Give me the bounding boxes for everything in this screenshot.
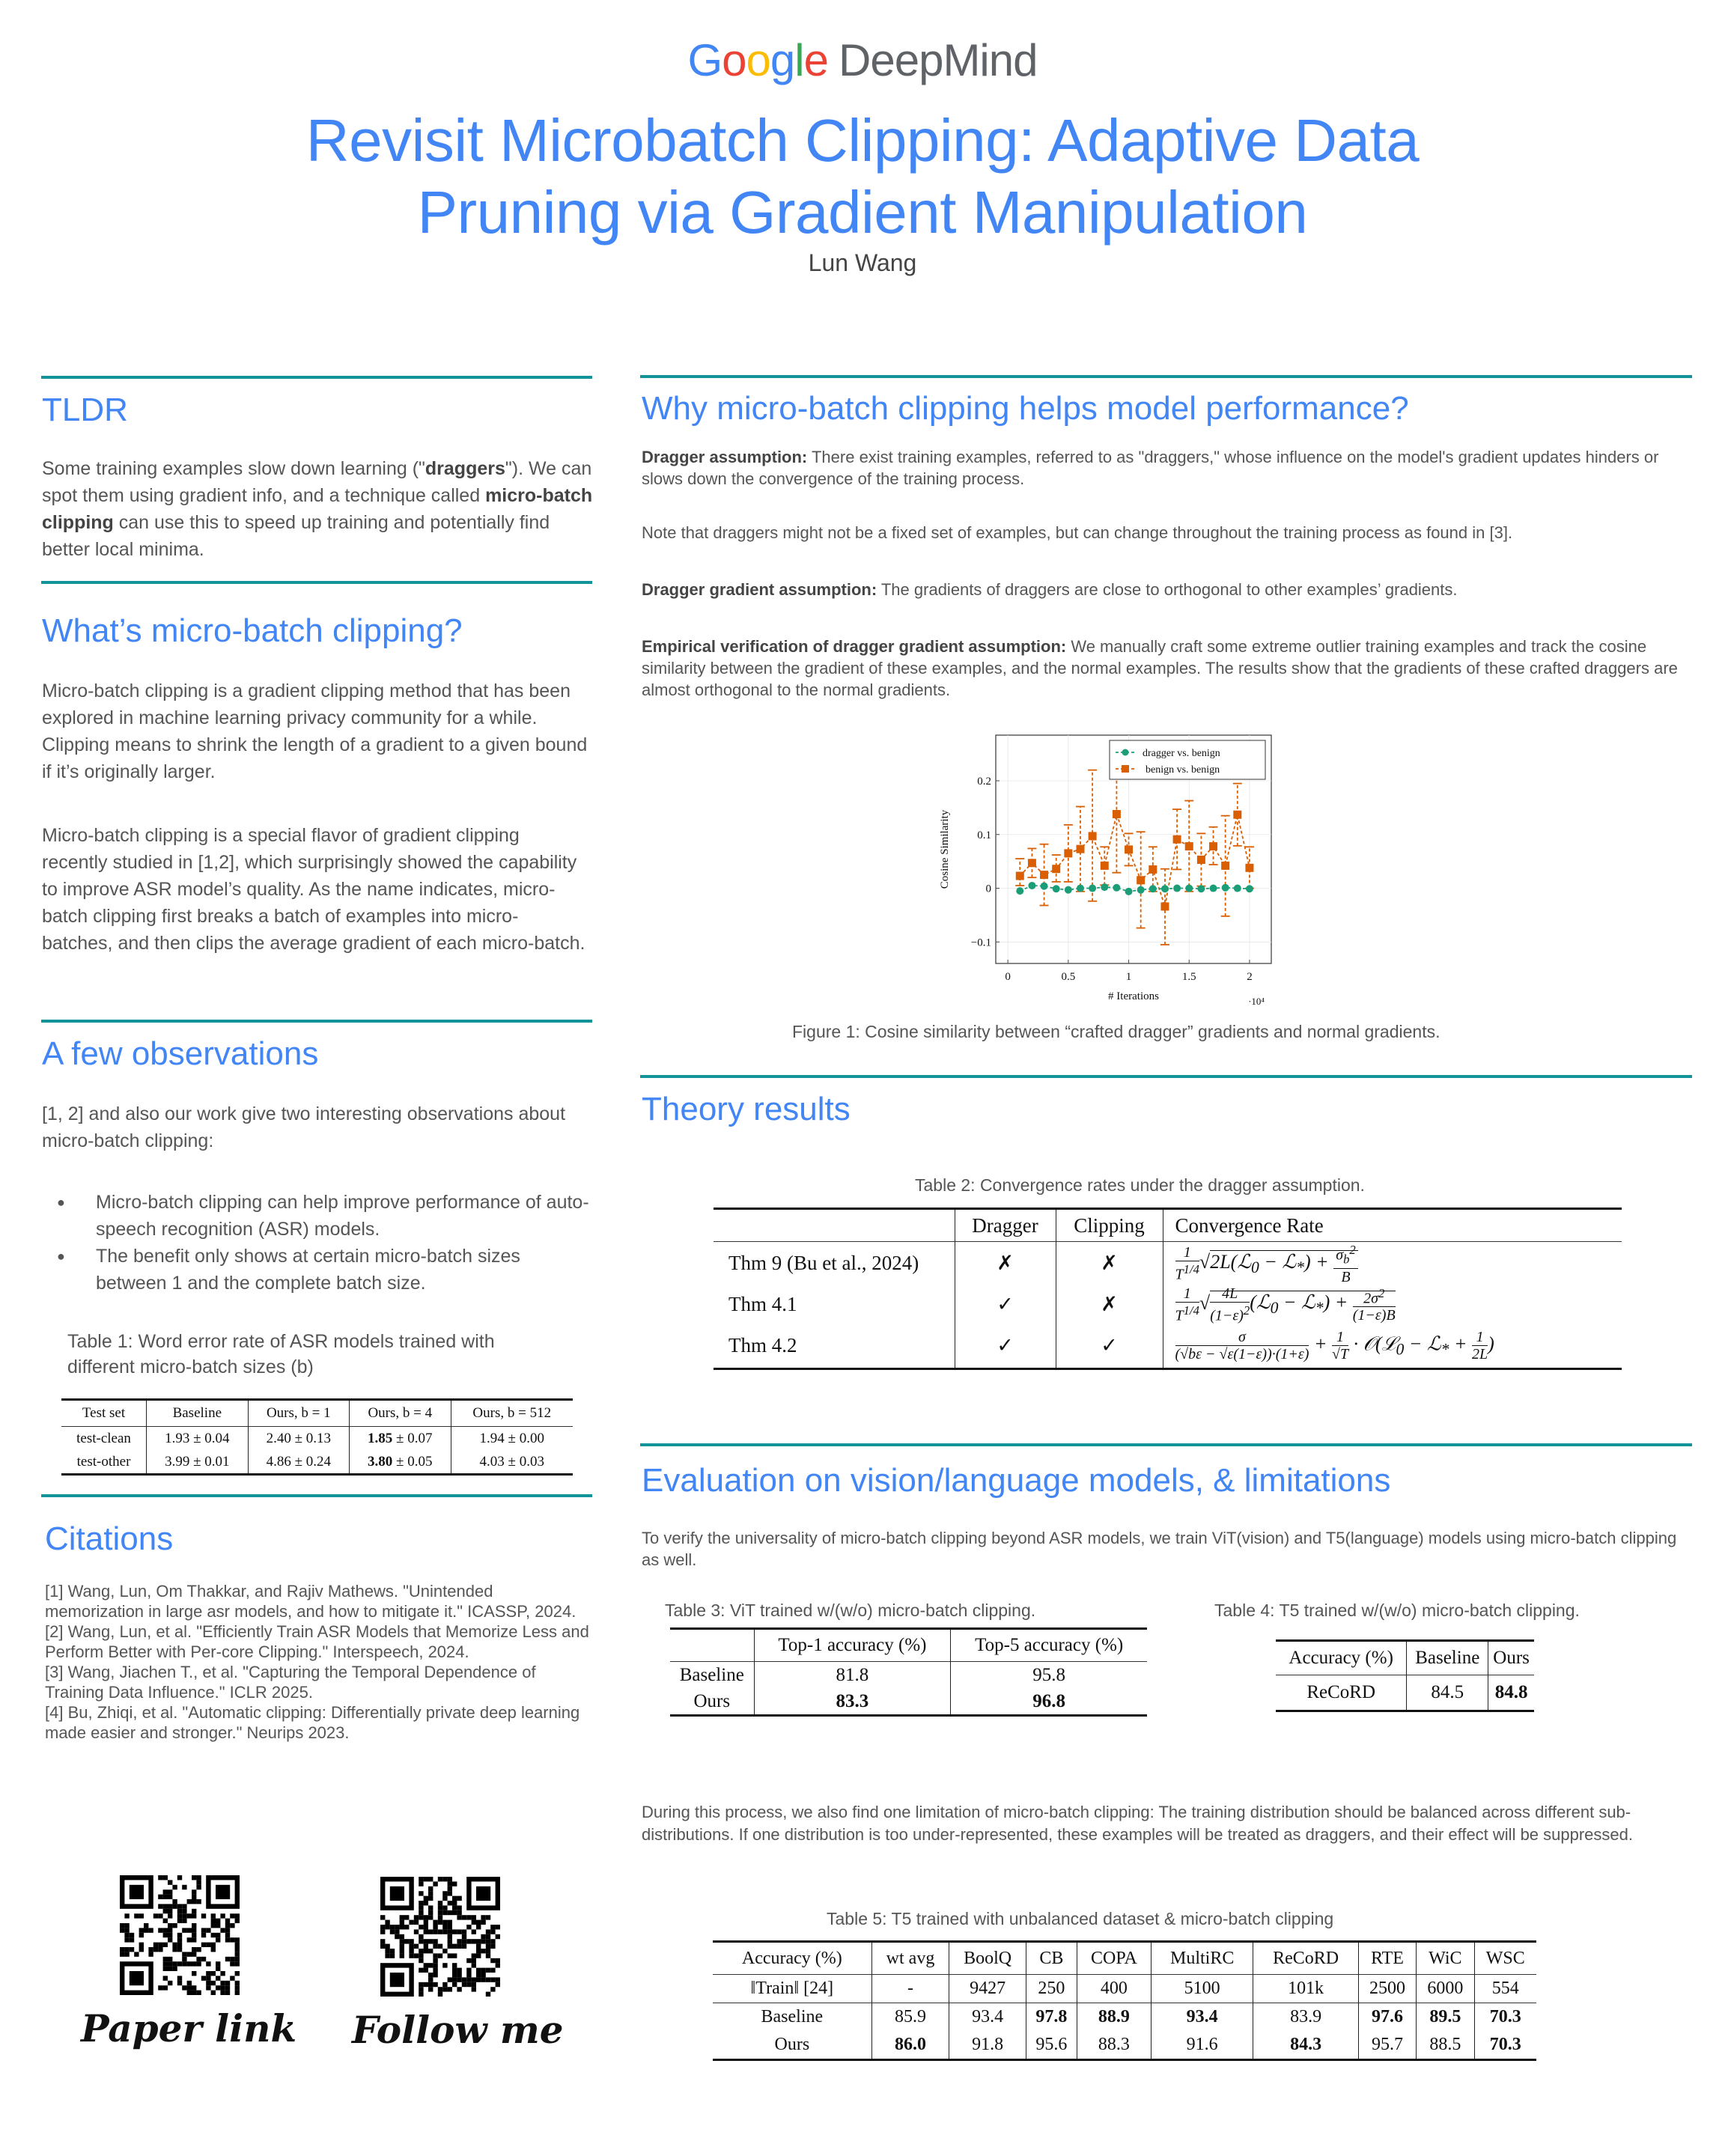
table-row: ‖Train‖ [24] - 9427 250 400 5100 101k 2500 6000 554 bbox=[713, 1975, 1536, 2003]
table-row: Thm 4.1 ✓ ✗ $\frac{1}{T^{1/4}}$ √ $\frac{4L}{(1-\varepsilon)^2}$ (ℒ$_0$ − ℒ$_*$) + $\frac{2\sigma^2}{(1-\varepsilon)B}$ bbox=[714, 1285, 1622, 1324]
draggers-note: Note that draggers might not be a fixed set of examples, but can change throughout the training process as found in [3]. bbox=[642, 523, 1513, 542]
dragger-vs-benign-point bbox=[1028, 882, 1035, 889]
table-row: Ours 83.3 96.8 bbox=[670, 1689, 1147, 1716]
dragger-vs-benign-point bbox=[1101, 883, 1108, 891]
dragger-vs-benign-point bbox=[1113, 884, 1120, 892]
dragger-vs-benign-point bbox=[1246, 885, 1253, 892]
logo-deepmind-text: DeepMind bbox=[839, 35, 1038, 85]
dragger-vs-benign-point bbox=[1185, 885, 1193, 892]
table-header: Ours, b = 512 bbox=[451, 1400, 573, 1427]
table3-caption: Table 3: ViT trained w/(w/o) micro-batch clipping. bbox=[665, 1601, 1036, 1620]
section-divider bbox=[640, 375, 1692, 378]
table-row: Thm 9 (Bu et al., 2024) ✗ ✗ $\frac{1}{T^{1/4}}$ √2L(ℒ$_0$ − ℒ$_*$) + $\frac{\sigma_b^2}{B}$ bbox=[714, 1242, 1622, 1285]
tldr-text: Some training examples slow down learning ("draggers"). We can spot them using gradient info, and a technique called micro-batch clipping can use this to speed up training and potentially find better local minima. bbox=[42, 458, 593, 560]
table-header: Top-5 accuracy (%) bbox=[951, 1629, 1147, 1662]
poster-title: Revisit Microbatch Clipping: Adaptive Data Pruning via Gradient Manipulation bbox=[305, 107, 1420, 246]
benign-vs-benign-point bbox=[1077, 845, 1084, 853]
legend-label: dragger vs. benign bbox=[1143, 748, 1220, 759]
dragger-vs-benign-point bbox=[1173, 885, 1181, 892]
benign-vs-benign-point bbox=[1041, 871, 1048, 879]
citation-item: [1] Wang, Lun, Om Thakkar, and Rajiv Mathews. "Unintended memorization in large asr models, and how to mitigate it." ICASSP, 2024. bbox=[45, 1582, 576, 1621]
table3-vit bbox=[670, 1627, 1147, 1717]
table2-caption: Table 2: Convergence rates under the dragger assumption. bbox=[915, 1175, 1365, 1195]
benign-vs-benign-point bbox=[1101, 862, 1108, 869]
why-heading: Why micro-batch clipping helps model performance? bbox=[642, 390, 1409, 427]
empirical-verification: Empirical verification of dragger gradient assumption: We manually craft some extreme outlier training examples and track the cosine similarity between the gradient of these examples, and the normal examples. The results show that the gradients of these crafted draggers are almost orthogonal to the normal gradients. bbox=[642, 637, 1678, 699]
section-divider bbox=[640, 1443, 1692, 1446]
benign-vs-benign-point bbox=[1053, 865, 1060, 873]
observations-list bbox=[42, 1189, 596, 1297]
table-header: Baseline bbox=[1407, 1641, 1488, 1675]
legend-marker-circle bbox=[1122, 749, 1129, 756]
table-header: Ours, b = 1 bbox=[248, 1400, 349, 1427]
section-divider bbox=[41, 1494, 592, 1497]
evaluation-heading: Evaluation on vision/language models, & limitations bbox=[642, 1462, 1391, 1499]
x-axis-multiplier: ·10⁴ bbox=[1248, 996, 1265, 1007]
figure1-caption: Figure 1: Cosine similarity between “crafted dragger” gradients and normal gradients. bbox=[792, 1022, 1440, 1041]
table-header: Accuracy (%) bbox=[1276, 1641, 1407, 1675]
table-header: Top-1 accuracy (%) bbox=[754, 1629, 951, 1662]
table-row: Ours 86.0 91.8 95.6 88.3 91.6 84.3 95.7 88.5 70.3 bbox=[713, 2032, 1536, 2060]
benign-vs-benign-point bbox=[1028, 859, 1035, 867]
observations-intro: [1, 2] and also our work give two interesting observations about micro-batch clipping: bbox=[42, 1103, 566, 1151]
tldr-heading: TLDR bbox=[42, 392, 128, 428]
table-header: Test set bbox=[61, 1400, 147, 1427]
table5-unbalanced bbox=[713, 1940, 1536, 2061]
convergence-formula: $\frac{1}{T^{1/4}}$ √2L(ℒ$_0$ − ℒ$_*$) + $\frac{\sigma_b^2}{B}$ bbox=[1163, 1242, 1622, 1285]
observations-heading: A few observations bbox=[42, 1035, 319, 1072]
section-divider bbox=[640, 1075, 1692, 1078]
table-row: Baseline 81.8 95.8 bbox=[670, 1662, 1147, 1689]
x-tick-label: 0 bbox=[1005, 971, 1011, 983]
table-header bbox=[714, 1209, 955, 1242]
citations-heading: Citations bbox=[45, 1520, 174, 1557]
benign-vs-benign-point bbox=[1089, 832, 1096, 840]
y-tick-label: 0.1 bbox=[977, 829, 991, 841]
legend-label: benign vs. benign bbox=[1146, 764, 1220, 776]
dragger-vs-benign-point bbox=[1041, 883, 1048, 890]
table-header-row: Accuracy (%) wt avg BoolQ CB COPA MultiRC ReCoRD RTE WiC WSC bbox=[713, 1942, 1536, 1975]
table4-caption: Table 4: T5 trained w/(w/o) micro-batch clipping. bbox=[1214, 1601, 1580, 1620]
table-header: Ours, b = 4 bbox=[350, 1400, 451, 1427]
table-row: test-clean 1.93 ± 0.04 2.40 ± 0.13 1.85 ± 0.07 1.94 ± 0.00 bbox=[61, 1427, 573, 1451]
whats-para-2: Micro-batch clipping is a special flavor of gradient clipping recently studied in [1,2], which surprisingly showed the capability to improve ASR model’s quality. As the name indicates, micro-batch clipping first breaks a batch of examples into micro-batches, and then clips the average gradient of each micro-batch. bbox=[42, 825, 585, 954]
table-header: Baseline bbox=[147, 1400, 248, 1427]
dragger-vs-benign-point bbox=[1089, 885, 1096, 892]
citation-item: [4] Bu, Zhiqi, et al. "Automatic clipping: Differentially private deep learning made easier and stronger." Neurips 2023. bbox=[45, 1703, 580, 1742]
x-tick-label: 1 bbox=[1125, 971, 1132, 983]
benign-vs-benign-point bbox=[1065, 850, 1072, 857]
table-row: ReCoRD 84.5 84.8 bbox=[1276, 1675, 1534, 1711]
table-row: Baseline 85.9 93.4 97.8 88.9 93.4 83.9 97.6 89.5 70.3 bbox=[713, 2003, 1536, 2032]
table1-wer bbox=[61, 1398, 573, 1476]
benign-vs-benign-point bbox=[1210, 843, 1217, 850]
y-axis-label: Cosine Similarity bbox=[939, 809, 951, 889]
cosine-similarity-chart bbox=[928, 730, 1288, 1007]
dragger-vs-benign-point bbox=[1077, 885, 1084, 892]
benign-vs-benign-point bbox=[1149, 865, 1157, 873]
evaluation-intro: To verify the universality of micro-batch clipping beyond ASR models, we train ViT(vision) and T5(language) models using micro-batch clipping as well. bbox=[642, 1529, 1677, 1569]
benign-vs-benign-point bbox=[1125, 846, 1133, 853]
google-deepmind-logo: Google DeepMind bbox=[687, 35, 1038, 85]
table-header: Dragger bbox=[955, 1209, 1056, 1242]
citation-item: [3] Wang, Jiachen T., et al. "Capturing the Temporal Dependence of Training Data Influence." ICLR 2025. bbox=[45, 1663, 536, 1702]
x-tick-label: 1.5 bbox=[1181, 971, 1196, 983]
dragger-vs-benign-point bbox=[1234, 885, 1241, 892]
table2-convergence bbox=[714, 1208, 1622, 1370]
benign-vs-benign-point bbox=[1222, 862, 1229, 869]
table4-t5 bbox=[1276, 1639, 1534, 1712]
citation-item: [2] Wang, Lun, et al. "Efficiently Train ASR Models that Memorize Less and Perform Better with Per-core Clipping." Interspeech, 2024. bbox=[45, 1622, 589, 1661]
convergence-formula: $\frac{\sigma}{(√b\varepsilon - √\varepsilon(1-\varepsilon))\cdot(1+\varepsilon)}$ + $\frac{1}{√T}$ · 𝒪(ℒ$_0$ − ℒ$_*$ + $\frac{1}{2L}$ ) bbox=[1163, 1324, 1622, 1368]
benign-vs-benign-point bbox=[1173, 835, 1181, 843]
benign-vs-benign-point bbox=[1016, 872, 1023, 880]
paper-link-label[interactable]: Paper link bbox=[81, 2006, 297, 2050]
dragger-vs-benign-point bbox=[1161, 885, 1169, 892]
dragger-vs-benign-point bbox=[1222, 884, 1229, 892]
theory-heading: Theory results bbox=[642, 1091, 851, 1127]
convergence-formula: $\frac{1}{T^{1/4}}$ √ $\frac{4L}{(1-\varepsilon)^2}$ (ℒ$_0$ − ℒ$_*$) + $\frac{2\sigma^2}{(1-\varepsilon)B}$ bbox=[1163, 1285, 1622, 1324]
section-divider bbox=[41, 1020, 592, 1023]
table-row: test-other 3.99 ± 0.01 4.86 ± 0.24 3.80 ± 0.05 4.03 ± 0.03 bbox=[61, 1451, 573, 1475]
table-header: Clipping bbox=[1056, 1209, 1163, 1242]
table5-caption: Table 5: T5 trained with unbalanced dataset & micro-batch clipping bbox=[827, 1909, 1334, 1928]
x-tick-label: 0.5 bbox=[1061, 971, 1076, 983]
x-axis-label: # Iterations bbox=[1108, 990, 1159, 1002]
dragger-assumption: Dragger assumption: There exist training examples, referred to as "draggers," whose influence on the model's gradient updates hinders or slows down the convergence of the training process. bbox=[642, 448, 1659, 488]
table1-caption: Table 1: Word error rate of ASR models trained with different micro-batch sizes (b) bbox=[67, 1331, 495, 1377]
citations-list bbox=[45, 1581, 591, 1743]
section-divider bbox=[41, 376, 592, 379]
benign-vs-benign-point bbox=[1113, 810, 1120, 817]
dragger-vs-benign-point bbox=[1125, 888, 1133, 895]
paper-link-qr-code[interactable] bbox=[120, 1875, 240, 1995]
x-tick-label: 2 bbox=[1247, 971, 1253, 983]
dragger-vs-benign-point bbox=[1210, 885, 1217, 892]
dragger-vs-benign-point bbox=[1137, 886, 1145, 894]
whats-para-1: Micro-batch clipping is a gradient clipping method that has been explored in machine learning privacy community for a while. Clipping means to shrink the length of a gradient to a given bound if it’s originally larger. bbox=[42, 680, 588, 782]
benign-vs-benign-point bbox=[1185, 843, 1193, 850]
table-header: Convergence Rate bbox=[1163, 1209, 1622, 1242]
benign-vs-benign-point bbox=[1234, 811, 1241, 818]
dragger-gradient-assumption: Dragger gradient assumption: The gradients of draggers are close to orthogonal to other examples’ gradients. bbox=[642, 580, 1458, 599]
limitation-text: During this process, we also find one limitation of micro-batch clipping: The training distribution should be balanced across different sub-distributions. If one distribution is too under-represented, these examples will be treated as draggers, and their effect will be suppressed. bbox=[642, 1803, 1633, 1844]
benign-vs-benign-point bbox=[1197, 856, 1205, 863]
observation-item: ● Micro-batch clipping can help improve performance of auto-speech recognition (ASR) models. bbox=[42, 1189, 596, 1243]
dragger-vs-benign-point bbox=[1065, 886, 1072, 894]
benign-vs-benign-point bbox=[1246, 864, 1253, 871]
legend-marker-square bbox=[1122, 765, 1129, 773]
y-tick-label: −0.1 bbox=[970, 937, 991, 949]
dragger-vs-benign-point bbox=[1053, 885, 1060, 892]
author-name: Lun Wang bbox=[808, 249, 917, 276]
whats-heading: What’s micro-batch clipping? bbox=[42, 612, 463, 649]
dragger-vs-benign-point bbox=[1149, 885, 1157, 892]
follow-me-qr-code[interactable] bbox=[380, 1877, 500, 1997]
y-tick-label: 0.2 bbox=[977, 776, 991, 788]
benign-vs-benign-point bbox=[1137, 877, 1145, 884]
y-tick-label: 0 bbox=[985, 883, 991, 895]
dragger-vs-benign-point bbox=[1016, 887, 1023, 895]
benign-vs-benign-point bbox=[1161, 903, 1169, 910]
dragger-vs-benign-point bbox=[1197, 885, 1205, 892]
follow-me-label[interactable]: Follow me bbox=[352, 2008, 564, 2052]
section-divider bbox=[41, 581, 592, 584]
table-header: Ours bbox=[1488, 1641, 1534, 1675]
observation-item: ● The benefit only shows at certain micro-batch sizes between 1 and the complete batch size. bbox=[42, 1243, 596, 1297]
table-row: Thm 4.2 ✓ ✓ $\frac{\sigma}{(√b\varepsilon - √\varepsilon(1-\varepsilon))\cdot(1+\varepsilon)}$ + $\frac{1}{√T}$ · 𝒪(ℒ$_0$ − ℒ$_*$ + $\frac{1}{2L}$ ) bbox=[714, 1324, 1622, 1368]
